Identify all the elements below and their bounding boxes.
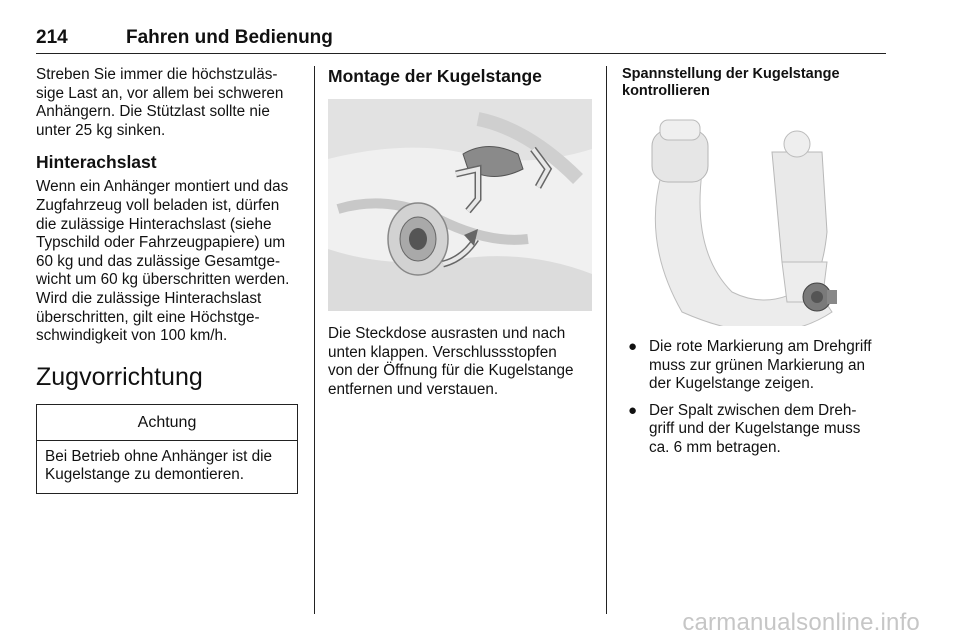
warning-body: Bei Betrieb ohne Anhänger ist die Kugelstange zu demontieren. [45,447,273,484]
bullet-icon: ● [628,401,638,419]
page-header [36,27,886,54]
section-heading: Zugvorrichtung [36,362,203,391]
mounting-heading: Montage der Kugelstange [328,66,542,86]
column-3 [622,66,888,466]
list-item: ● Der Spalt zwischen dem Dreh- griff und der Kugelstange muss ca. 6 mm betragen. [628,401,861,456]
socket-illustration [328,99,592,311]
column-2 [328,66,592,399]
bullet-icon: ● [628,338,638,355]
rear-axle-heading: Hinterachslast [36,152,157,173]
tow-ball-drawing-icon [622,112,888,326]
column-divider-2 [606,66,607,614]
page-number: 214 [36,27,68,48]
page-title: Fahren und Bedienung [126,27,333,48]
warning-box [36,404,298,494]
socket-drawing-icon [328,99,592,311]
watermark: carmanualsonline.info [682,609,920,636]
column-1 [36,66,298,494]
rear-axle-paragraph: Wenn ein Anhänger montiert und das Zugfahrzeug voll beladen ist, dürfen die zulässige Hinterachslast (siehe Typschild oder Fahrzeugpapiere) um 60 kg und das zulässige Gesamtge- wicht um 60 kg überschritten werden. Wird die zulässige Hinterachslast überschritten, gilt eine Höchstge- schwindigkeit von 100 km/h. [36,178,290,345]
list-item: ● Die rote Markierung am Drehgriff muss zur grünen Markierung an der Kugelstange zeigen. [628,338,872,393]
column-divider-1 [314,66,315,614]
tension-check-list [622,338,888,458]
tension-check-heading: Spannstellung der Kugelstange kontrollieren [622,66,840,99]
tow-ball-illustration [622,112,888,326]
mounting-caption: Die Steckdose ausrasten und nach unten klappen. Verschlussstopfen von der Öffnung für die Kugelstange entfernen und verstauen. [328,325,574,398]
warning-title: Achtung [37,405,297,441]
intro-paragraph: Streben Sie immer die höchstzuläs- sige Last an, vor allem bei schweren Anhängern. Die Stützlast sollte nie unter 25 kg sinken. [36,66,284,139]
